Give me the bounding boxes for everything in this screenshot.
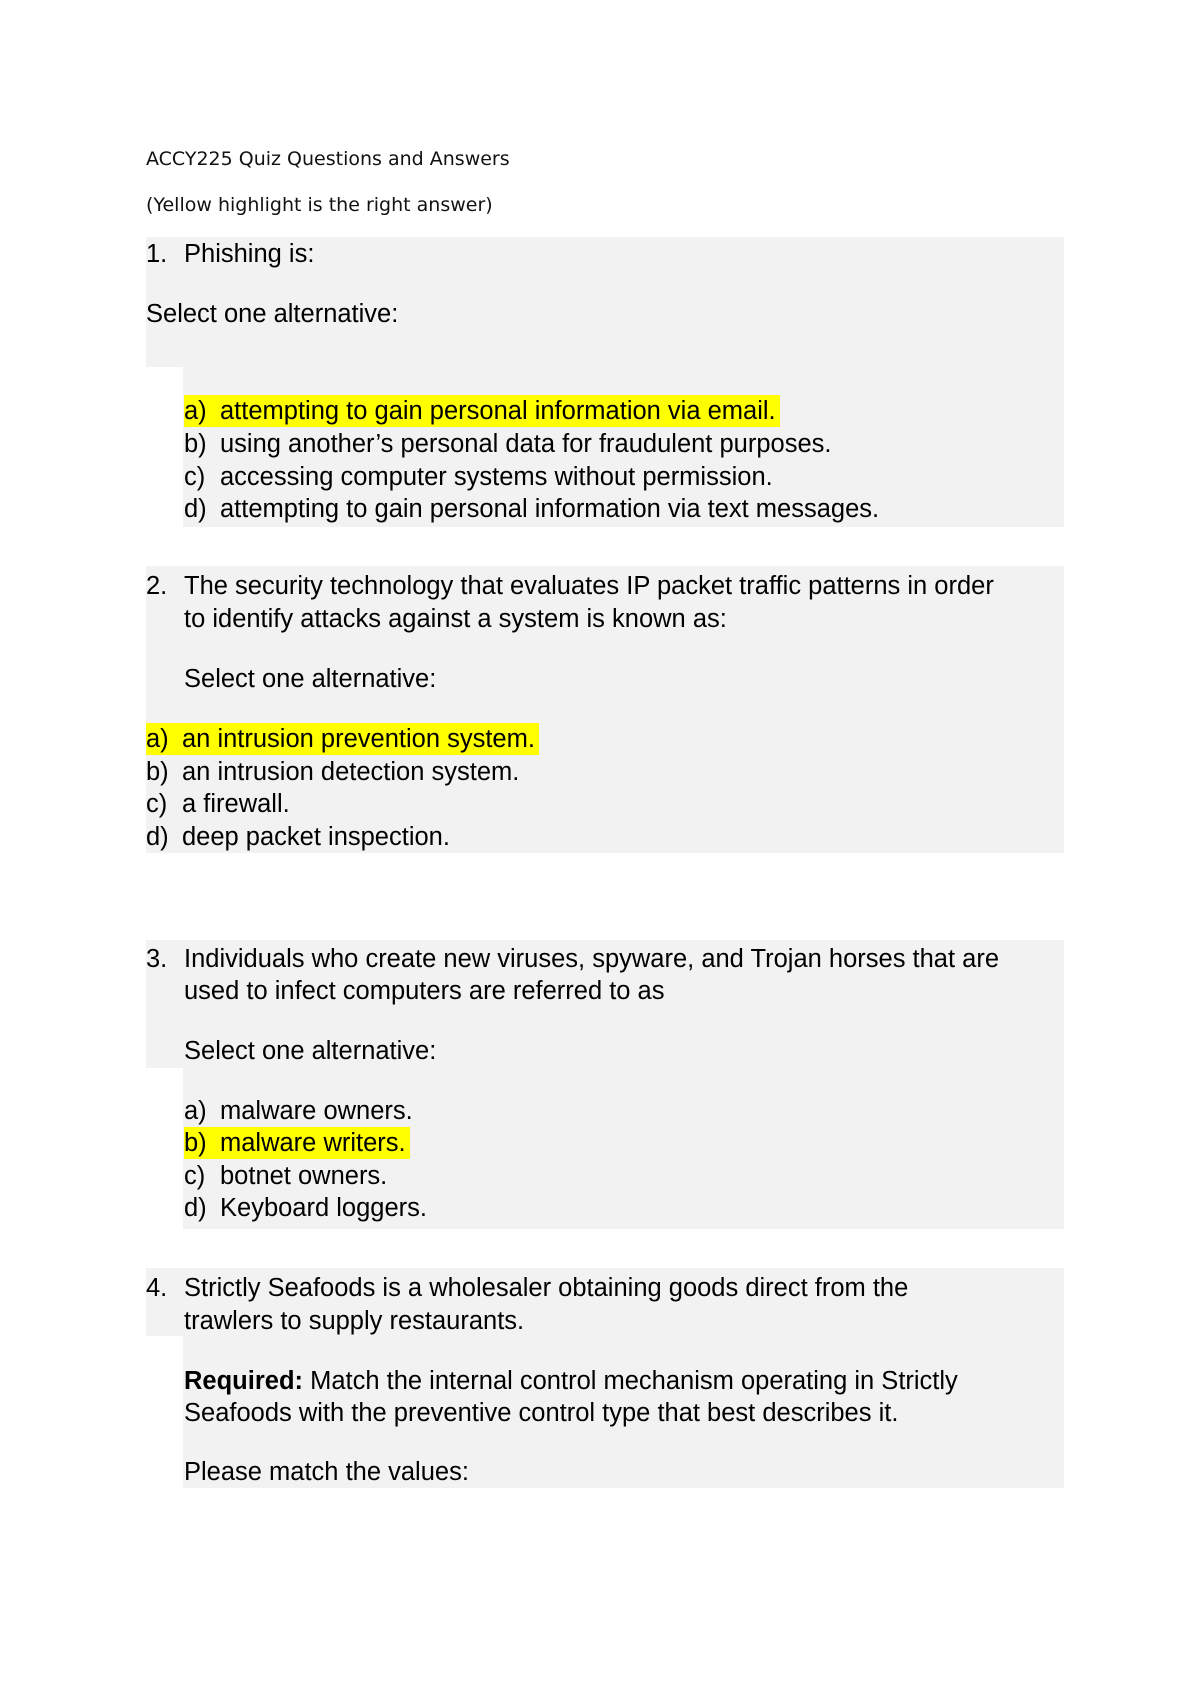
question-3-text-line-2: used to infect computers are referred to as [184, 977, 665, 1005]
option-text: attempting to gain personal information via text messages. [220, 495, 880, 523]
option-letter: d) [184, 1194, 207, 1222]
option-text: an intrusion detection system. [182, 758, 520, 786]
question-1-number: 1. [146, 240, 168, 268]
option-letter: a) [146, 725, 169, 753]
option-text: an intrusion prevention system. [182, 725, 535, 753]
question-2-option-b [146, 756, 519, 788]
option-letter: a) [184, 397, 207, 425]
question-3-text-line-1: Individuals who create new viruses, spyware, and Trojan horses that are [184, 945, 1000, 973]
option-text: malware writers. [220, 1129, 406, 1157]
question-4-required-line-1 [184, 1365, 958, 1397]
option-text: using another’s personal data for fraudulent purposes. [220, 430, 832, 458]
question-2-option-d [146, 821, 450, 853]
option-text: Keyboard loggers. [220, 1194, 427, 1222]
question-2-number: 2. [146, 572, 168, 600]
question-4-number: 4. [146, 1274, 168, 1302]
question-4-text-line-1: Strictly Seafoods is a wholesaler obtaining goods direct from the [184, 1274, 909, 1302]
option-letter: c) [184, 463, 206, 491]
option-letter: c) [146, 790, 168, 818]
option-text: deep packet inspection. [182, 823, 450, 851]
question-1-option-c [184, 461, 773, 493]
required-text: Match the internal control mechanism operating in Strictly [303, 1367, 958, 1395]
option-letter: d) [146, 823, 169, 851]
option-letter: b) [146, 758, 169, 786]
question-1-option-b [184, 428, 831, 460]
question-4-text-line-2: trawlers to supply restaurants. [184, 1307, 525, 1335]
question-1-text: Phishing is: [184, 240, 315, 268]
option-letter: b) [184, 430, 207, 458]
question-2-option-c [146, 788, 290, 820]
question-1-option-a [184, 395, 780, 427]
question-2-text-line-2: to identify attacks against a system is known as: [184, 605, 727, 633]
answer-key-note: (Yellow highlight is the right answer) [146, 194, 493, 216]
document-title: ACCY225 Quiz Questions and Answers [146, 148, 510, 170]
option-letter: a) [184, 1097, 207, 1125]
option-letter: b) [184, 1129, 207, 1157]
question-3-option-a [184, 1095, 413, 1127]
required-label: Required: [184, 1367, 304, 1395]
question-1-prompt: Select one alternative: [146, 300, 399, 328]
option-text: a firewall. [182, 790, 290, 818]
question-2-prompt: Select one alternative: [184, 665, 437, 693]
question-3-option-b [184, 1127, 410, 1159]
question-3-number: 3. [146, 945, 168, 973]
question-3-option-c [184, 1160, 387, 1192]
option-text: botnet owners. [220, 1162, 388, 1190]
question-4-prompt: Please match the values: [184, 1458, 469, 1486]
question-3-option-d [184, 1192, 427, 1224]
question-4-required-line-2: Seafoods with the preventive control type that best describes it. [184, 1399, 899, 1427]
option-text: accessing computer systems without permission. [220, 463, 773, 491]
option-letter: c) [184, 1162, 206, 1190]
option-text: attempting to gain personal information via email. [220, 397, 776, 425]
question-3-prompt: Select one alternative: [184, 1037, 437, 1065]
option-letter: d) [184, 495, 207, 523]
option-text: malware owners. [220, 1097, 413, 1125]
question-2-option-a [146, 723, 539, 755]
question-2-text-line-1: The security technology that evaluates IP packet traffic patterns in order [184, 572, 994, 600]
question-1-option-d [184, 493, 879, 525]
